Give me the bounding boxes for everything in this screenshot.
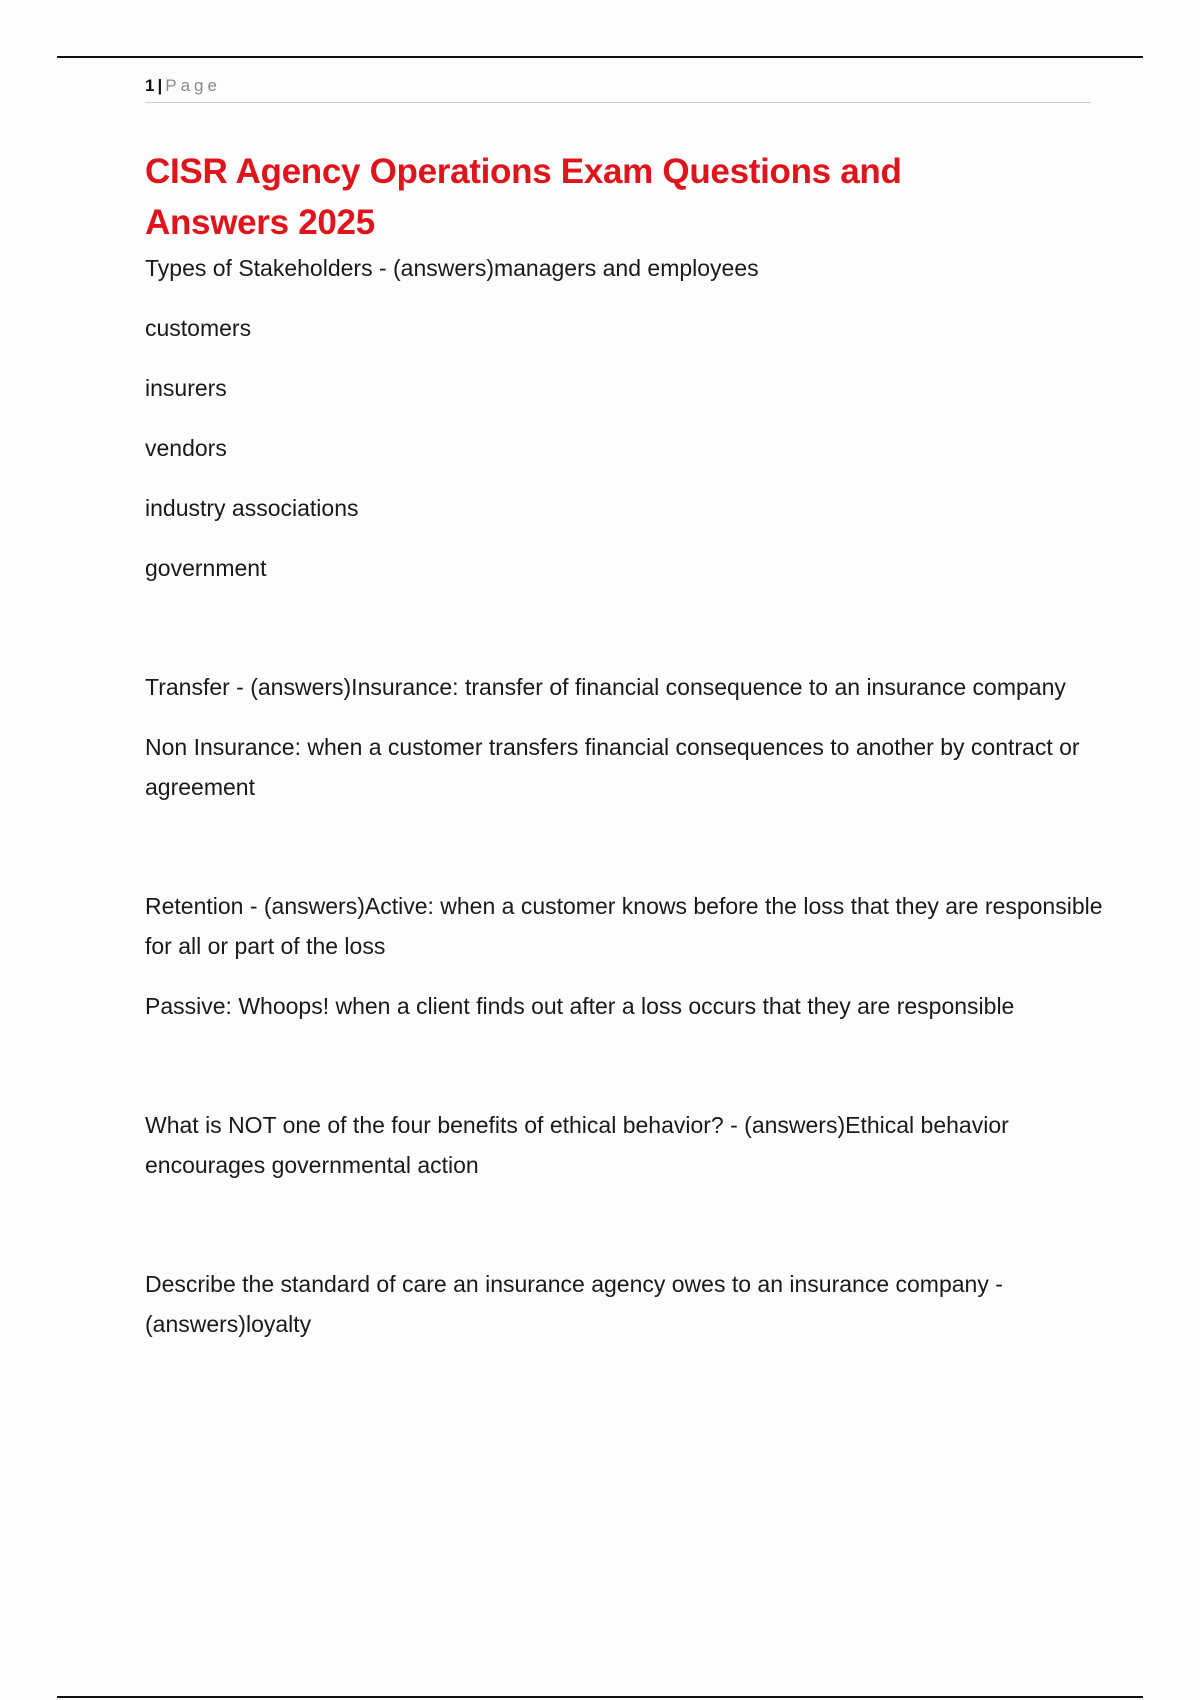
qa-answer-line: customers xyxy=(145,315,252,341)
page-separator: | xyxy=(157,76,163,95)
qa-question: Describe the standard of care an insurance agency owes to an insurance company - (answers)loyalty xyxy=(145,1271,1003,1337)
qa-answer-line: Passive: Whoops! when a client finds out after a loss occurs that they are responsible xyxy=(145,993,1015,1019)
qa-question: What is NOT one of the four benefits of ethical behavior? - (answers)Ethical behavior encourages governmental action xyxy=(145,1112,1009,1178)
qa-answer-line: Non Insurance: when a customer transfers financial consequences to another by contract or agreement xyxy=(145,734,1080,800)
page-header xyxy=(145,74,1091,103)
document-body xyxy=(145,146,1105,1344)
qa-answer-line: industry associations xyxy=(145,495,359,521)
page-label: Page xyxy=(165,76,221,95)
document-title: CISR Agency Operations Exam Questions and Answers 2025 xyxy=(145,152,902,242)
qa-answer-line: vendors xyxy=(145,435,227,461)
qa-answer-line: government xyxy=(145,555,267,581)
page-number: 1 xyxy=(145,76,155,95)
bottom-rule xyxy=(57,1696,1143,1698)
qa-answer-line: insurers xyxy=(145,375,227,401)
qa-question: Retention - (answers)Active: when a customer knows before the loss that they are responsible for all or part of the loss xyxy=(145,893,1103,959)
top-rule xyxy=(57,56,1143,58)
qa-question: Transfer - (answers)Insurance: transfer of financial consequence to an insurance company xyxy=(145,674,1066,700)
qa-question: Types of Stakeholders - (answers)managers and employees xyxy=(145,255,759,281)
